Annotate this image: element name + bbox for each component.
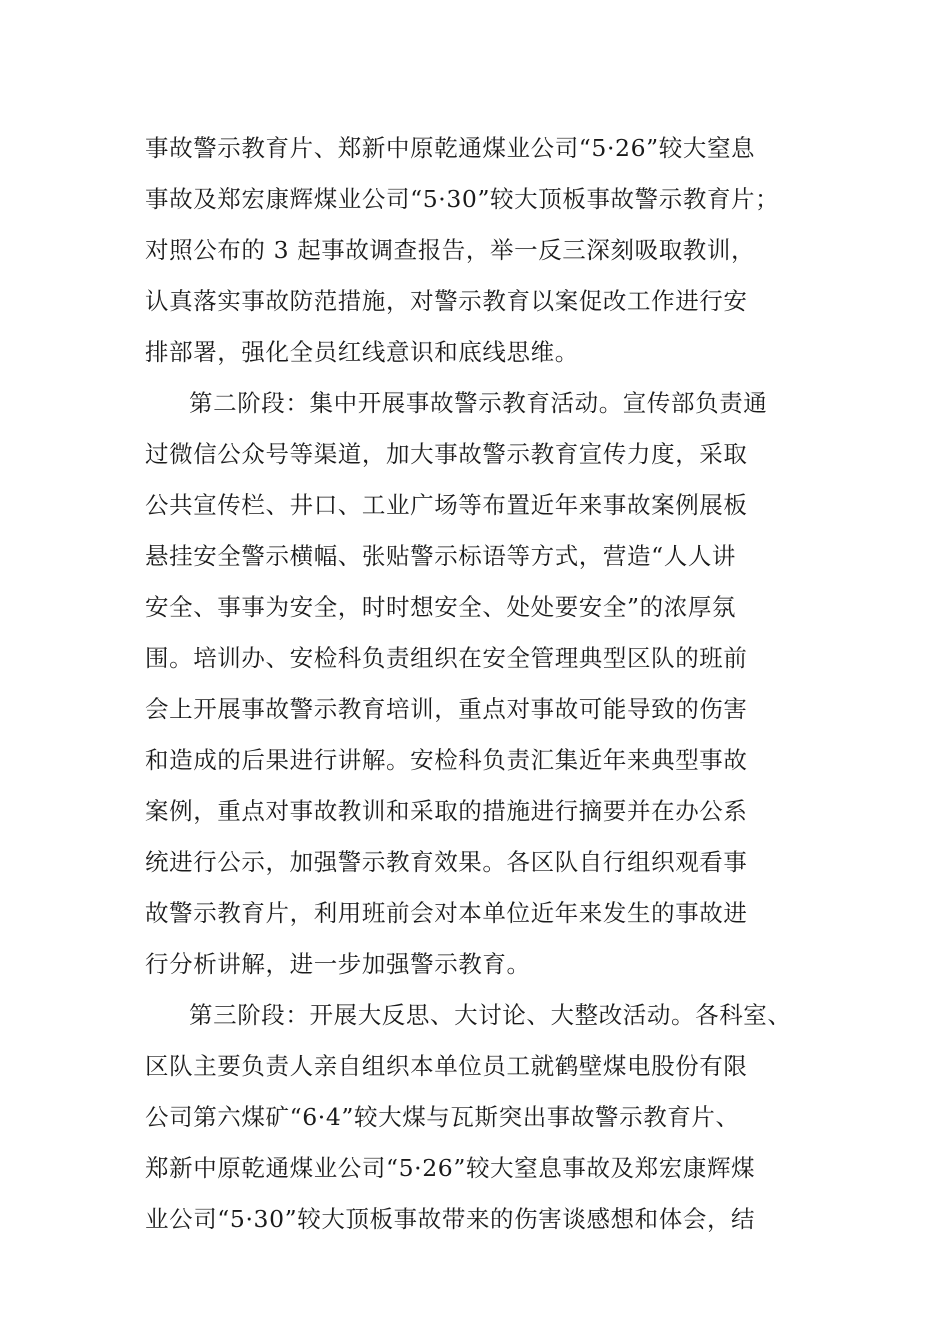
text-line: 业公司“5·30”较大顶板事故带来的伤害谈感想和体会，结: [145, 1205, 756, 1233]
text-line: 排部署，强化全员红线意识和底线思维。: [145, 338, 579, 366]
text-line: 案例，重点对事故教训和采取的措施进行摘要并在办公系: [145, 797, 748, 825]
text-line: 悬挂安全警示横幅、张贴警示标语等方式，营造“人人讲: [145, 542, 737, 570]
text-line: 统进行公示，加强警示教育效果。各区队自行组织观看事: [145, 848, 748, 876]
text-line: 事故及郑宏康辉煤业公司“5·30”较大顶板事故警示教育片；: [145, 185, 780, 213]
text-line: 公司第六煤矿“6·4”较大煤与瓦斯突出事故警示教育片、: [145, 1103, 740, 1131]
text-line: 事故警示教育片、郑新中原乾通煤业公司“5·26”较大窒息: [145, 134, 756, 162]
text-line: 围。培训办、安检科负责组织在安全管理典型区队的班前: [145, 644, 748, 672]
paragraph-start-line: 第二阶段：集中开展事故警示教育活动。宣传部负责通: [189, 389, 768, 417]
text-line: 郑新中原乾通煤业公司“5·26”较大窒息事故及郑宏康辉煤: [145, 1154, 756, 1182]
text-line: 安全、事事为安全，时时想安全、处处要安全”的浓厚氛: [145, 593, 737, 621]
text-line: 会上开展事故警示教育培训，重点对事故可能导致的伤害: [145, 695, 748, 723]
paragraph-start-line: 第三阶段：开展大反思、大讨论、大整改活动。各科室、: [189, 1001, 792, 1029]
text-line: 故警示教育片，利用班前会对本单位近年来发生的事故进: [145, 899, 748, 927]
text-line: 认真落实事故防范措施，对警示教育以案促改工作进行安: [145, 287, 748, 315]
text-line: 公共宣传栏、井口、工业广场等布置近年来事故案例展板: [145, 491, 748, 519]
text-line: 行分析讲解，进一步加强警示教育。: [145, 950, 531, 978]
text-line: 过微信公众号等渠道，加大事故警示教育宣传力度，采取: [145, 440, 748, 468]
text-line: 和造成的后果进行讲解。安检科负责汇集近年来典型事故: [145, 746, 748, 774]
text-line: 区队主要负责人亲自组织本单位员工就鹤壁煤电股份有限: [145, 1052, 748, 1080]
text-line: 对照公布的 3 起事故调查报告，举一反三深刻吸取教训，: [145, 236, 756, 264]
body-text: [145, 123, 845, 1245]
